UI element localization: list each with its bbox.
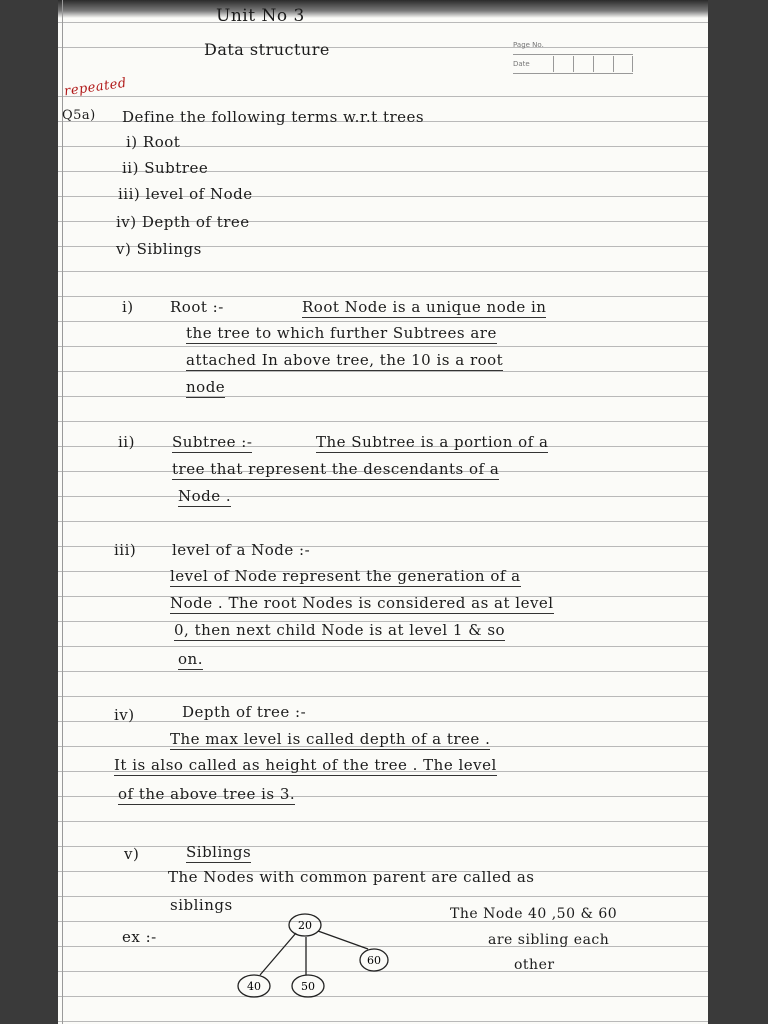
- tree-edge: [260, 933, 296, 975]
- unit-heading: Unit No 3: [216, 6, 305, 26]
- answer-siblings-line: siblings: [170, 896, 233, 914]
- date-label: Date: [513, 60, 530, 68]
- answer-siblings-line: The Nodes with common parent are called as: [168, 868, 535, 886]
- answer-root-line: Root Node is a unique node in: [302, 298, 547, 316]
- question-prompt: Define the following terms w.r.t trees: [122, 108, 425, 126]
- answer-subtree-line: The Subtree is a portion of a: [316, 433, 549, 451]
- siblings-note-line: other: [514, 957, 555, 973]
- answer-siblings-heading: Siblings: [186, 843, 252, 861]
- answer-level-line: level of Node represent the generation of a: [170, 567, 521, 585]
- answer-depth-line: The max level is called depth of a tree .: [170, 730, 491, 748]
- answer-subtree-line: Node .: [178, 487, 232, 505]
- answer-siblings-num: v): [124, 845, 140, 863]
- tree-node-root-label: 20: [298, 919, 312, 932]
- answer-level-line: on.: [178, 650, 203, 668]
- margin-line: [62, 0, 63, 1024]
- tree-edge: [318, 931, 368, 949]
- answer-root-num: i): [122, 298, 134, 316]
- answer-level-line: 0, then next child Node is at level 1 & so: [174, 621, 506, 639]
- repeated-tag: repeated: [63, 75, 128, 100]
- question-item-subtree: ii) Subtree: [122, 159, 209, 177]
- tree-node-label: 40: [247, 980, 261, 993]
- page-top-edge: [58, 0, 708, 18]
- answer-depth-line: It is also called as height of the tree . The level: [114, 756, 497, 774]
- siblings-note-line: are sibling each: [488, 932, 610, 948]
- page-no-label: Page No.: [513, 41, 544, 49]
- answer-root-line: the tree to which further Subtrees are: [186, 324, 497, 342]
- siblings-note-line: The Node 40 ,50 & 60: [450, 906, 618, 922]
- example-label: ex :-: [122, 928, 157, 946]
- answer-root-line: attached In above tree, the 10 is a root: [186, 351, 504, 369]
- answer-root-line: node: [186, 378, 226, 396]
- question-item-siblings: v) Siblings: [116, 240, 202, 258]
- answer-depth-heading: Depth of tree :-: [182, 703, 307, 721]
- answer-subtree-line: tree that represent the descendants of a: [172, 460, 500, 478]
- question-item-depth: iv) Depth of tree: [116, 213, 250, 231]
- tree-node-label: 50: [301, 980, 315, 993]
- answer-level-num: iii): [114, 541, 137, 559]
- question-number: Q5a): [62, 108, 96, 123]
- answer-level-line: Node . The root Nodes is considered as at level: [170, 594, 554, 612]
- question-item-level: iii) level of Node: [118, 185, 253, 203]
- example-tree-diagram: [218, 905, 398, 1005]
- answer-level-heading: level of a Node :-: [172, 541, 311, 559]
- answer-depth-line: of the above tree is 3.: [118, 785, 296, 803]
- notebook-page: [58, 0, 708, 1024]
- question-item-root: i) Root: [126, 133, 181, 151]
- answer-subtree-heading: Subtree :-: [172, 433, 253, 451]
- subject-heading: Data structure: [204, 40, 330, 59]
- answer-root-heading: Root :-: [170, 298, 224, 316]
- page-date-box: [513, 36, 633, 76]
- answer-depth-num: iv): [114, 706, 135, 724]
- tree-node-label: 60: [367, 954, 381, 967]
- answer-subtree-num: ii): [118, 433, 135, 451]
